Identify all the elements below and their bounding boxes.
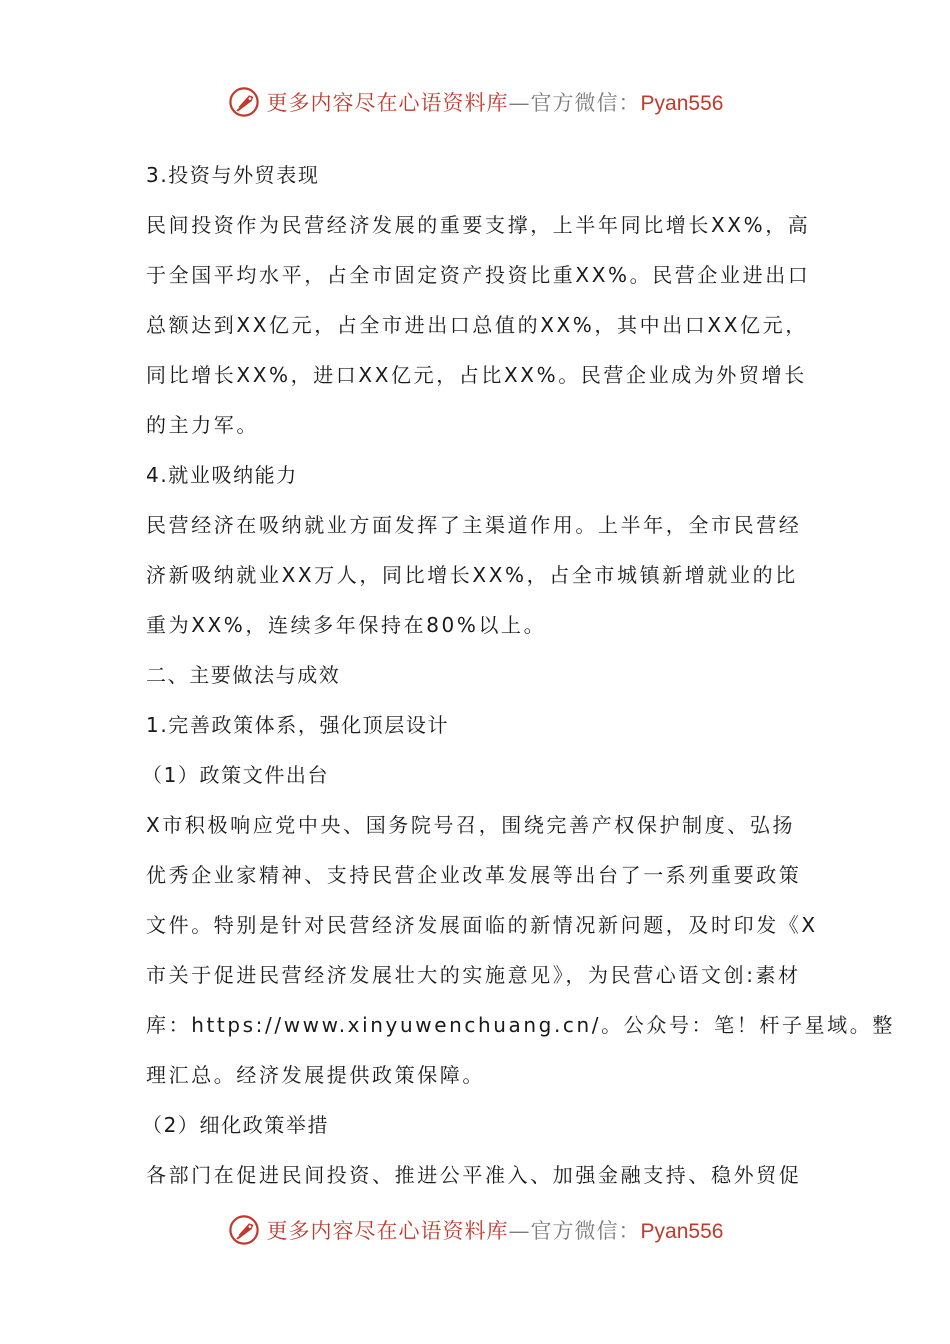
pen-nib-circle-icon bbox=[227, 85, 261, 119]
body-line: 优秀企业家精神、支持民营企业改革发展等出台了一系列重要政策 bbox=[146, 863, 802, 887]
brand-wechat-id: Pyan556 bbox=[640, 1220, 724, 1243]
body-line: 库：https://www.xinyuwenchuang.cn/。公众号：笔！杆子星域。整 bbox=[146, 1013, 895, 1037]
section-heading: 3.投资与外贸表现 bbox=[146, 163, 320, 187]
body-line: 民间投资作为民营经济发展的重要支撑，上半年同比增长XX%，高 bbox=[146, 213, 811, 237]
brand-separator: —官方微信： bbox=[508, 91, 641, 115]
body-line: 总额达到XX亿元，占全市进出口总值的XX%，其中出口XX亿元， bbox=[146, 313, 808, 337]
section-heading: 4.就业吸纳能力 bbox=[146, 463, 298, 487]
subsection-heading: （1）政策文件出台 bbox=[142, 763, 330, 787]
brand-separator: —官方微信： bbox=[508, 1219, 641, 1243]
body-line: 理汇总。经济发展提供政策保障。 bbox=[146, 1063, 485, 1087]
body-line: 济新吸纳就业XX万人，同比增长XX%，占全市城镇新增就业的比 bbox=[146, 563, 798, 587]
section-heading: 1.完善政策体系，强化顶层设计 bbox=[146, 713, 450, 737]
body-line: X市积极响应党中央、国务院号召，围绕完善产权保护制度、弘扬 bbox=[146, 813, 796, 837]
footer-watermark-banner bbox=[0, 1208, 950, 1252]
banner-brand-text bbox=[267, 1215, 724, 1245]
document-body bbox=[142, 150, 895, 1200]
body-line: 重为XX%，连续多年保持在80%以上。 bbox=[146, 613, 547, 637]
brand-name: 更多内容尽在心语资料库 bbox=[266, 91, 509, 115]
body-line: 同比增长XX%，进口XX亿元，占比XX%。民营企业成为外贸增长 bbox=[146, 363, 807, 387]
body-line: 市关于促进民营经济发展壮大的实施意见》，为民营心语文创:素材 bbox=[146, 963, 801, 987]
body-line: 于全国平均水平，占全市固定资产投资比重XX%。民营企业进出口 bbox=[146, 263, 811, 287]
brand-wechat-id: Pyan556 bbox=[640, 92, 724, 115]
body-line: 文件。特别是针对民营经济发展面临的新情况新问题，及时印发《X bbox=[146, 913, 818, 937]
body-line: 各部门在促进民间投资、推进公平准入、加强金融支持、稳外贸促 bbox=[146, 1163, 802, 1187]
body-line: 民营经济在吸纳就业方面发挥了主渠道作用。上半年，全市民营经 bbox=[146, 513, 802, 537]
subsection-heading: （2）细化政策举措 bbox=[142, 1113, 330, 1137]
pen-nib-circle-icon bbox=[227, 1213, 261, 1247]
header-watermark-banner bbox=[0, 80, 950, 124]
body-line: 的主力军。 bbox=[146, 413, 259, 437]
banner-brand-text bbox=[267, 87, 724, 117]
brand-name: 更多内容尽在心语资料库 bbox=[266, 1219, 509, 1243]
chapter-heading: 二、主要做法与成效 bbox=[146, 663, 341, 687]
